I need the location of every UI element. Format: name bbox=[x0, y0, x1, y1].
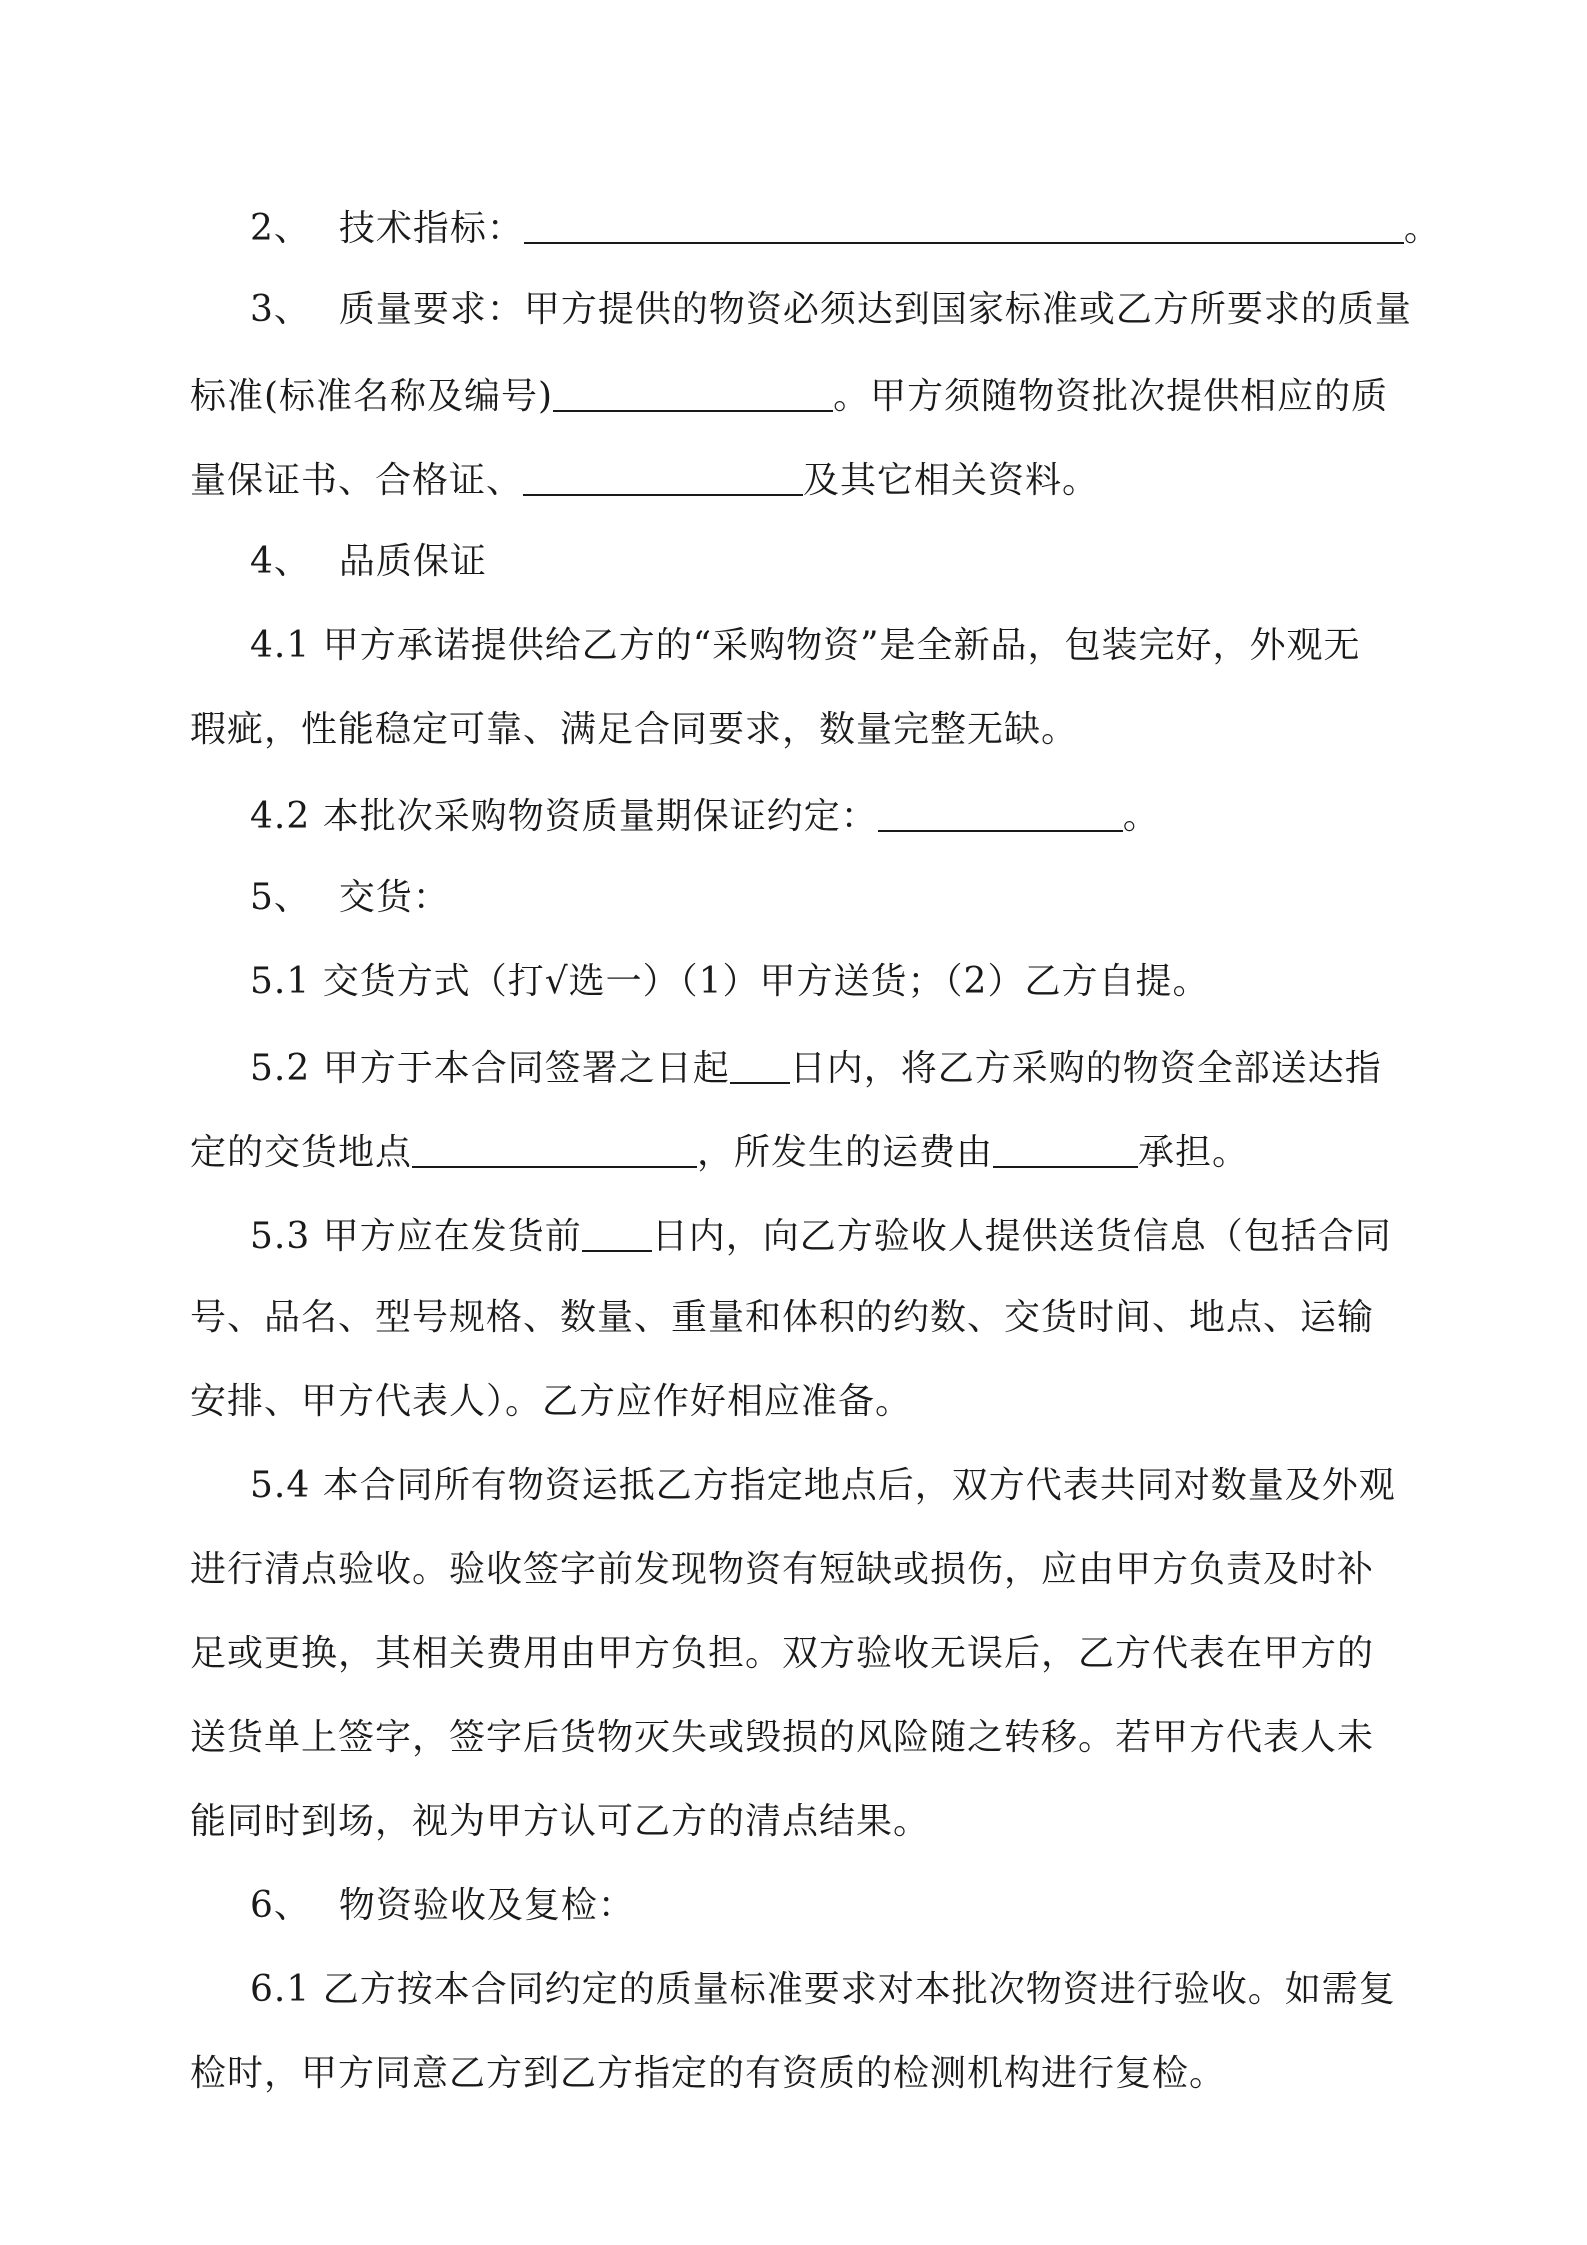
other-document-blank[interactable] bbox=[523, 460, 803, 496]
item-5-1-delivery-method: 5.1 交货方式（打√选一）（1）甲方送货；（2）乙方自提。 bbox=[250, 961, 1210, 1002]
delivery-days-blank[interactable] bbox=[730, 1048, 790, 1084]
item-5-2-line-1: 5.2 甲方于本合同签署之日起 日内，将乙方采购的物资全部送达指 bbox=[250, 1048, 1382, 1089]
notice-days-blank[interactable] bbox=[582, 1216, 652, 1252]
technical-specs-blank[interactable] bbox=[524, 208, 1404, 244]
freight-payer-blank[interactable] bbox=[993, 1132, 1138, 1168]
item-number: 3、 bbox=[250, 289, 311, 330]
standard-name-blank[interactable] bbox=[553, 376, 833, 412]
item-2-technical-specs: 2、 技术指标： 。 bbox=[250, 208, 1441, 249]
item-label: 物资验收及复检： bbox=[338, 1885, 635, 1926]
item-5-2-line-2: 定的交货地点 ，所发生的运费由 承担。 bbox=[190, 1132, 1250, 1173]
item-5-delivery bbox=[250, 877, 450, 918]
item-label: 技术指标： bbox=[338, 208, 524, 249]
item-5-3-line-1: 5.3 甲方应在发货前 日内，向乙方验收人提供送货信息（包括合同 bbox=[250, 1216, 1392, 1257]
item-4-1-line-2: 瑕疵，性能稳定可靠、满足合同要求，数量完整无缺。 bbox=[190, 709, 1079, 750]
item-number: 4、 bbox=[250, 541, 311, 582]
item-4-2-warranty: 4.2 本批次采购物资质量期保证约定： 。 bbox=[250, 796, 1160, 837]
item-3-quality-requirements: 3、 质量要求：甲方提供的物资必须达到国家标准或乙方所要求的质量 bbox=[250, 289, 1412, 330]
item-5-4-line-3: 足或更换，其相关费用由甲方负担。双方验收无误后，乙方代表在甲方的 bbox=[190, 1633, 1375, 1674]
item-3-line-3: 量保证书、合格证、 及其它相关资料。 bbox=[190, 460, 1100, 501]
item-label: 品质保证 bbox=[338, 541, 487, 582]
warranty-period-blank[interactable] bbox=[878, 796, 1123, 832]
item-5-4-line-2: 进行清点验收。验收签字前发现物资有短缺或损伤，应由甲方负责及时补 bbox=[190, 1549, 1375, 1590]
item-4-quality-guarantee bbox=[250, 541, 487, 582]
item-6-1-line-1: 6.1 乙方按本合同约定的质量标准要求对本批次物资进行验收。如需复 bbox=[250, 1969, 1396, 2010]
delivery-location-blank[interactable] bbox=[412, 1132, 697, 1168]
item-6-1-line-2: 检时，甲方同意乙方到乙方指定的有资质的检测机构进行复检。 bbox=[190, 2053, 1227, 2094]
item-5-4-line-1: 5.4 本合同所有物资运抵乙方指定地点后，双方代表共同对数量及外观 bbox=[250, 1465, 1396, 1506]
item-5-3-line-3: 安排、甲方代表人）。乙方应作好相应准备。 bbox=[190, 1381, 913, 1422]
item-5-4-line-5: 能同时到场，视为甲方认可乙方的清点结果。 bbox=[190, 1801, 931, 1842]
item-label: 交货： bbox=[338, 877, 450, 918]
item-number: 2、 bbox=[250, 208, 311, 249]
item-number: 5、 bbox=[250, 877, 311, 918]
item-5-4-line-4: 送货单上签字，签字后货物灭失或毁损的风险随之转移。若甲方代表人未 bbox=[190, 1717, 1375, 1758]
item-6-inspection bbox=[250, 1885, 635, 1926]
item-4-1-line-1: 4.1 甲方承诺提供给乙方的“采购物资”是全新品，包装完好，外观无 bbox=[250, 625, 1361, 666]
item-number: 6、 bbox=[250, 1885, 311, 1926]
item-3-line-2: 标准(标准名称及编号) 。甲方须随物资批次提供相应的质 bbox=[190, 376, 1389, 417]
item-5-3-line-2: 号、品名、型号规格、数量、重量和体积的约数、交货时间、地点、运输 bbox=[190, 1297, 1375, 1338]
